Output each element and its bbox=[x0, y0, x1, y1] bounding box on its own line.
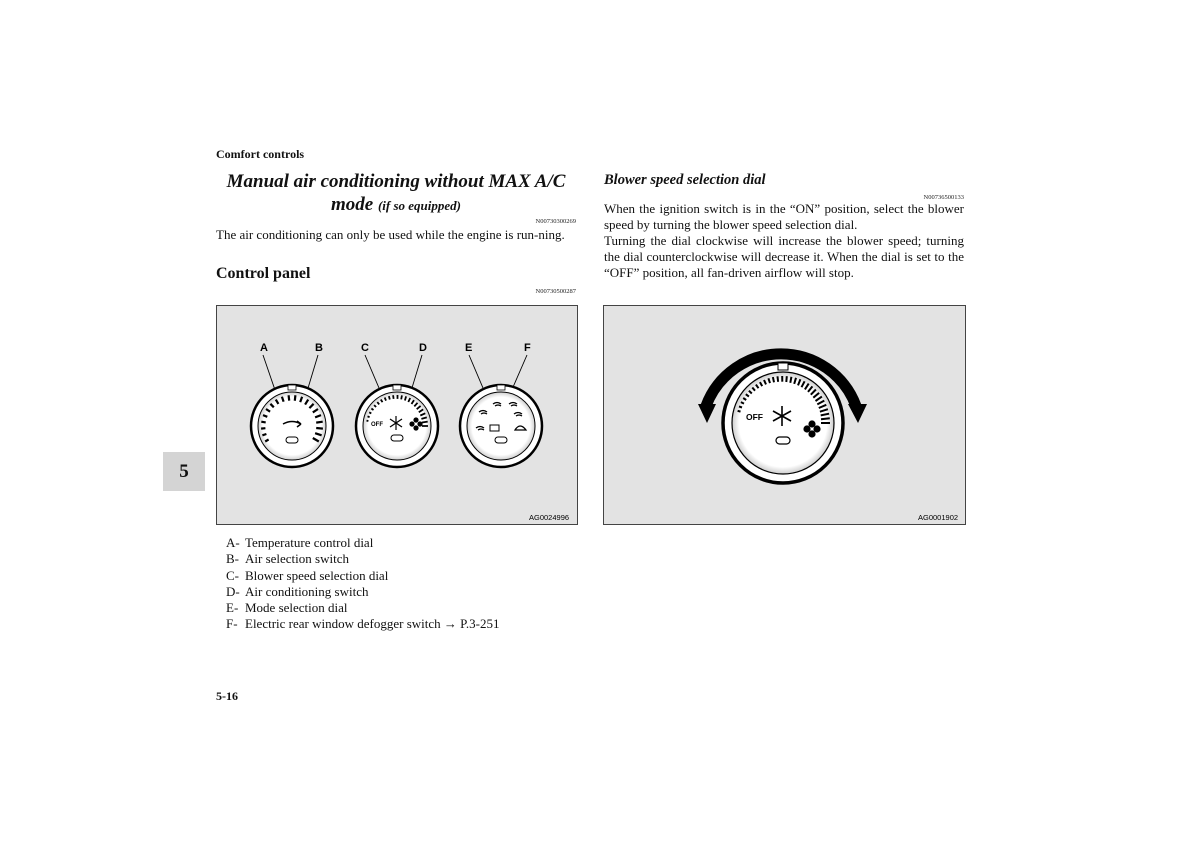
arrow-left-icon bbox=[698, 404, 716, 423]
legend-item bbox=[226, 616, 500, 632]
legend-item bbox=[226, 551, 500, 567]
legend-key: D- bbox=[226, 583, 240, 599]
legend-key: C- bbox=[226, 567, 239, 583]
intro-paragraph: The air conditioning can only be used while the engine is run-ning. bbox=[216, 227, 565, 242]
legend-text: Blower speed selection dial bbox=[245, 567, 389, 583]
legend-item bbox=[226, 584, 500, 600]
figure-code-left: AG0024996 bbox=[529, 513, 570, 522]
legend-item bbox=[226, 535, 500, 551]
legend-key: E- bbox=[226, 600, 239, 616]
title-line-1: Manual air conditioning without MAX A/C bbox=[226, 171, 566, 192]
rear-defogger-switch-icon bbox=[490, 425, 499, 431]
dial-grip bbox=[776, 437, 790, 444]
blower-speed-dial-small bbox=[356, 385, 438, 467]
reference-code-3: N00736500133 bbox=[923, 194, 964, 201]
legend-key: B- bbox=[226, 551, 239, 567]
legend-text: Mode selection dial bbox=[245, 600, 348, 616]
temperature-dial bbox=[251, 385, 333, 467]
legend-key: A- bbox=[226, 535, 240, 550]
callout-b: B bbox=[315, 342, 323, 354]
page-title bbox=[216, 170, 576, 217]
title-suffix: (if so equipped) bbox=[377, 198, 461, 213]
off-label-large: OFF bbox=[746, 412, 763, 422]
blower-dial-illustration bbox=[604, 306, 965, 524]
callout-e: E bbox=[465, 342, 473, 354]
figure-code-right: AG0001902 bbox=[918, 513, 959, 522]
legend bbox=[226, 535, 500, 633]
reference-code-2: N00730500287 bbox=[535, 288, 576, 295]
title-line-2 bbox=[216, 193, 576, 217]
blower-heading: Blower speed selection dial bbox=[604, 172, 766, 188]
legend-text: Temperature control dial bbox=[245, 535, 374, 550]
callout-c: C bbox=[361, 342, 369, 354]
legend-item bbox=[226, 600, 500, 616]
legend-text: Air selection switch bbox=[245, 551, 349, 567]
blower-dial-knob bbox=[732, 372, 834, 474]
chapter-tab: 5 bbox=[163, 452, 205, 491]
arrow-right-icon bbox=[848, 404, 867, 423]
title-mode: mode bbox=[330, 194, 374, 215]
legend-item bbox=[226, 568, 500, 584]
callout-d: D bbox=[419, 342, 427, 354]
control-panel-heading: Control panel bbox=[216, 265, 311, 282]
callout-a: A bbox=[260, 342, 268, 354]
mode-selection-dial bbox=[460, 385, 542, 467]
legend-text: Air conditioning switch bbox=[245, 583, 369, 599]
section-header: Comfort controls bbox=[216, 147, 305, 161]
off-label-small: OFF bbox=[371, 422, 383, 428]
blower-dial-figure bbox=[603, 305, 966, 525]
callout-f: F bbox=[524, 342, 531, 354]
blower-paragraph-1: When the ignition switch is in the “ON” position, select the blower speed by turning the blower speed selection dial. bbox=[604, 201, 964, 232]
control-panel-figure bbox=[216, 305, 578, 525]
legend-text: Electric rear window defogger switch → P.3-251 bbox=[245, 616, 500, 632]
blower-paragraph-2: Turning the dial clockwise will increase the blower speed; turning the dial counterclockwise will decrease it. When the dial is set to the “OFF” position, all fan-driven airflow will stop. bbox=[604, 233, 964, 280]
legend-key: F- bbox=[226, 616, 238, 632]
page-number: 5-16 bbox=[216, 689, 238, 703]
dial-indicator bbox=[778, 363, 788, 370]
control-panel-illustration bbox=[217, 306, 577, 524]
reference-code-1: N00730300269 bbox=[535, 218, 576, 225]
